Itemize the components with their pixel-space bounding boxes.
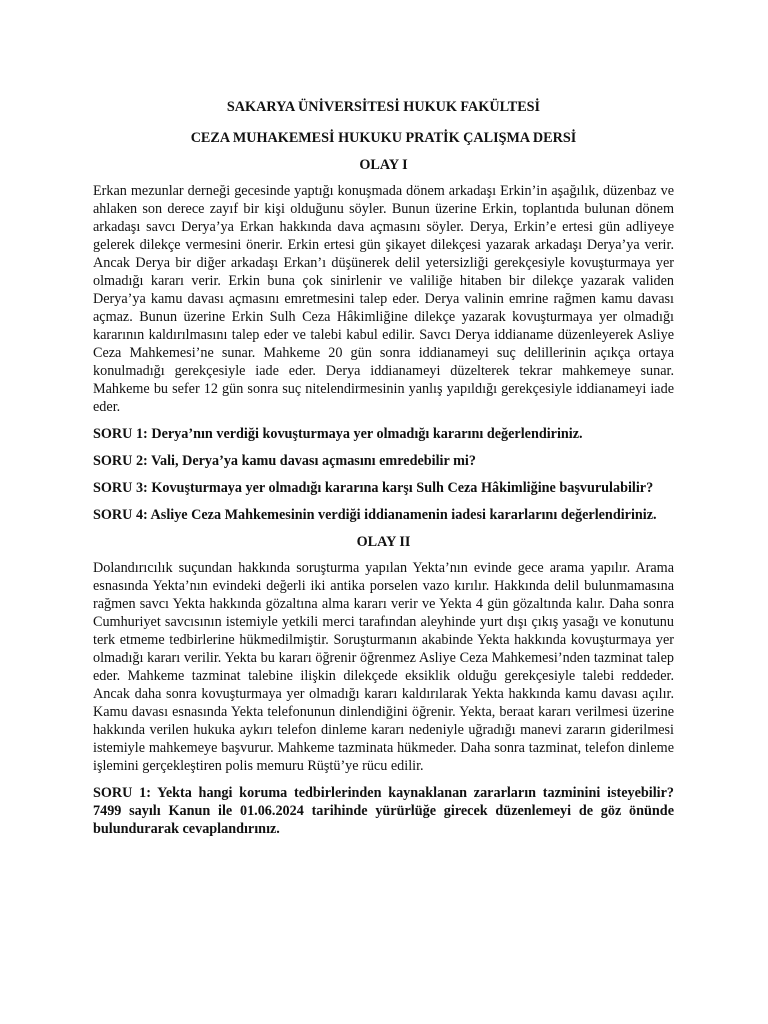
olay1-text: Erkan mezunlar derneği gecesinde yaptığı konuşmada dönem arkadaşı Erkin’in aşağılık, düzenbaz ve ahlaken son derece zayıf bir kişi olduğunu söyler. Bunun üzerine Erkin, toplantıda bulunan dönem arkadaşı savcı Derya’ya Erkan hakkında dava açmasını söyler. Derya, Erkin’e ertesi gün adliyeye gelerek dilekçe vermesini önerir. Erkin ertesi gün şikayet dilekçesi yazarak arkadaşı Derya’ya verir. Ancak Derya bir diğer arkadaşı Erkan’ı düşünerek delil yetersizliği gerekçesiyle kovuşturmaya yer olmadığı kararı verir. Erkin buna çok sinirlenir ve valiliğe hitaben bir dilekçe yazarak validen Derya’ya kamu davası açmasını emretmesini talep eder. Derya valinin emrine rağmen kamu davası açmaz. Bunun üzerine Erkin Sulh Ceza Hâkimliğine dilekçe yazarak kovuşturmaya yer olmadığı kararının kaldırılmasını talep eder ve talebi kabul edilir. Savcı Derya iddianame düzenleyerek Asliye Ceza Mahkemesi’ne sunar. Mahkeme 20 gün sonra iddianameyi suç delillerinin açıkça ortaya konulmadığı gerekçesiyle iade eder. Derya iddianameyi düzelterek tekrar mahkemeye sunar. Mahkeme bu sefer 12 gün sonra suç nitelendirmesinin yanlış yapıldığı gerekçesiyle iddianameyi iade eder. <box>93 183 674 415</box>
university-title: SAKARYA ÜNİVERSİTESİ HUKUK FAKÜLTESİ <box>226 99 541 115</box>
document-page <box>93 98 674 847</box>
olay1-question-4: SORU 4: Asliye Ceza Mahkemesinin verdiği iddianamenin iadesi kararlarını değerlendiriniz. <box>93 507 657 523</box>
olay2-heading: OLAY II <box>356 534 411 550</box>
olay1-question-1: SORU 1: Derya’nın verdiği kovuşturmaya yer olmadığı kararını değerlendiriniz. <box>93 426 583 442</box>
olay2-question-1: SORU 1: Yekta hangi koruma tedbirlerinden kaynaklanan zararların tazminini isteyebilir? 7499 sayılı Kanun ile 01.06.2024 tarihinde yürürlüğe girecek düzenlemeyi de göz önünde bulundurarak cevaplandırınız. <box>93 785 674 837</box>
course-title: CEZA MUHAKEMESİ HUKUKU PRATİK ÇALIŞMA DERSİ <box>190 130 577 146</box>
olay1-question-2: SORU 2: Vali, Derya’ya kamu davası açmasını emredebilir mi? <box>93 453 476 469</box>
olay1-heading: OLAY I <box>359 157 408 173</box>
olay1-question-3: SORU 3: Kovuşturmaya yer olmadığı kararına karşı Sulh Ceza Hâkimliğine başvurulabilir? <box>93 480 654 496</box>
olay2-text: Dolandırıcılık suçundan hakkında soruşturma yapılan Yekta’nın evinde gece arama yapılır. Arama esnasında Yekta’nın evindeki değerli iki antika porselen vazo kırılır. Hakkında delil bulunmamasına rağmen savcı Yekta hakkında gözaltına alma kararı verir ve Yekta 4 gün gözaltında kalır. Daha sonra Cumhuriyet savcısının istemiyle yetkili merci tarafından aleyhinde yurt dışı çıkış yasağı ve konutunu terk etmeme tedbirlerine hükmedilmiştir. Soruşturmanın akabinde Yekta hakkında kovuşturmaya yer olmadığı kararı verilir. Yekta bu kararı öğrenir öğrenmez Asliye Ceza Mahkemesi’nden tazminat talep eder. Mahkeme tazminat talebine ilişkin dilekçede eksiklik olduğu gerekçesiyle talebi reddeder. Ancak daha sonra kovuşturmaya yer olmadığı kararı kaldırılarak Yekta hakkında kamu davası açılır. Kamu davası esnasında Yekta telefonunun dinlendiğini öğrenir. Yekta, beraat kararı verilmesi üzerine hakkında verilen hukuka aykırı telefon dinleme kararı nedeniyle uğradığı manevi zararın giderilmesi istemiyle mahkemeye başvurur. Mahkeme tazminata hükmeder. Daha sonra tazminat, telefon dinleme işlemini gerçekleştiren polis memuru Rüştü’ye rücu edilir. <box>93 560 674 774</box>
